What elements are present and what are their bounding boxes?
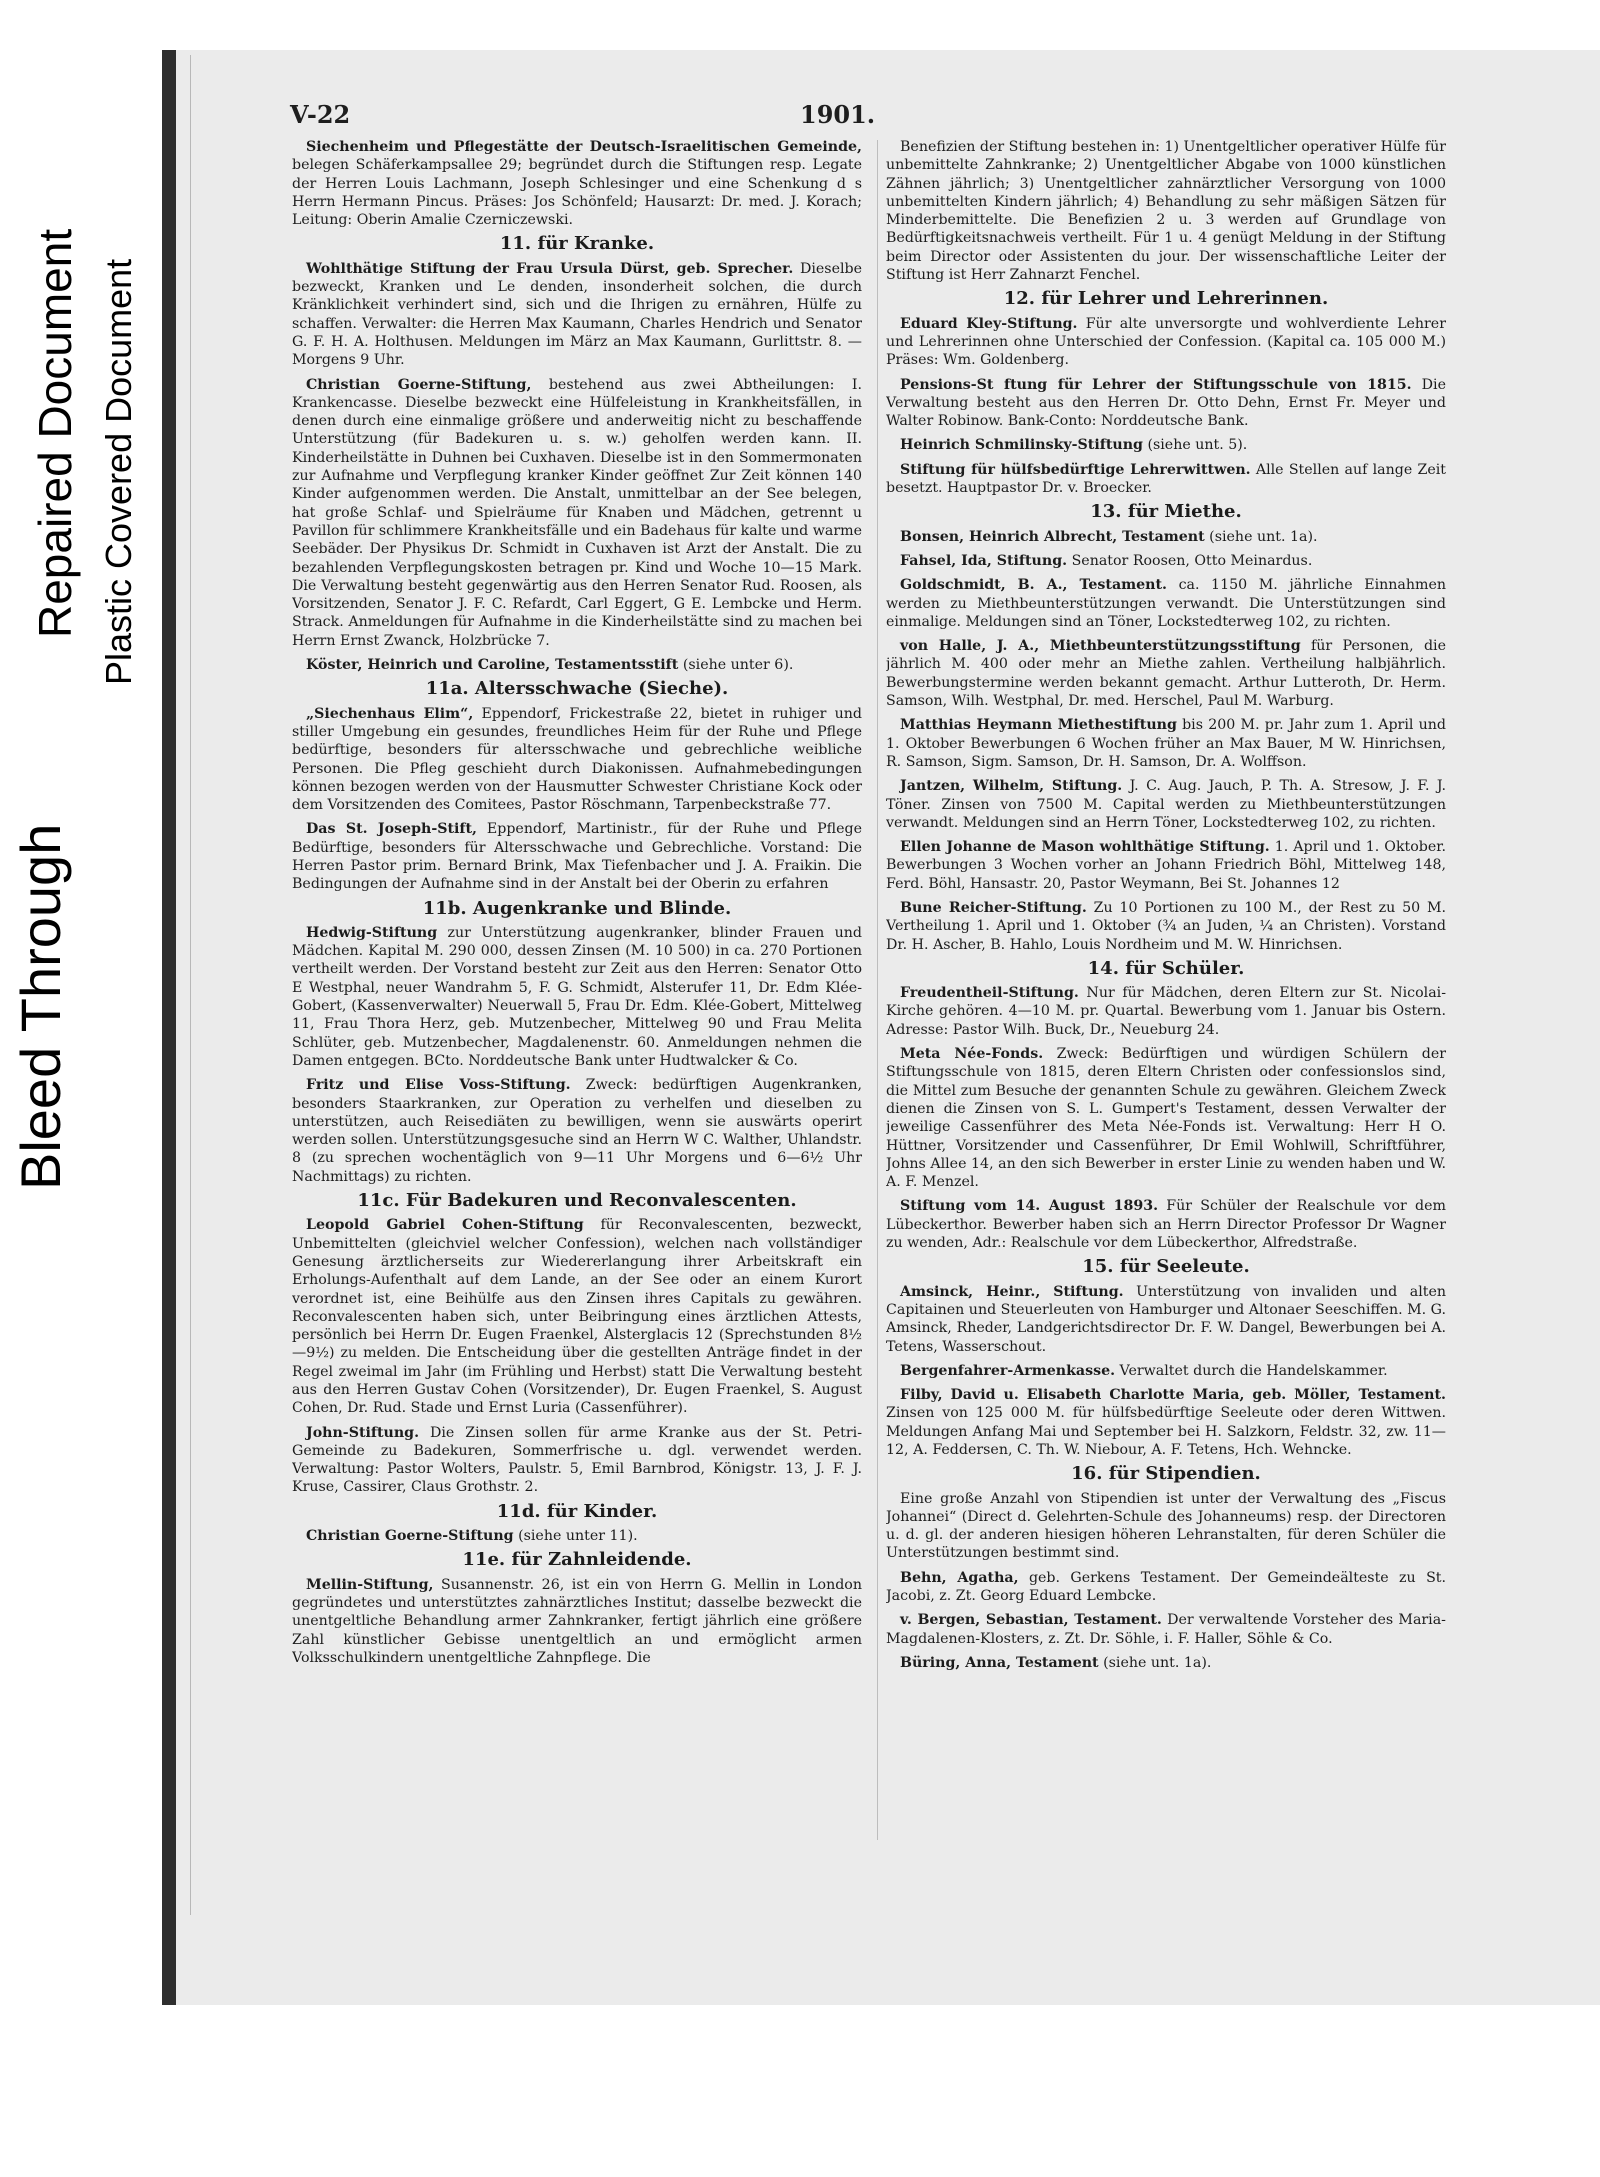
entry-title: Matthias Heymann Miethestiftung (900, 717, 1177, 734)
entry-title: Pensions-St ftung für Lehrer der Stiftungsschule von 1815. (900, 376, 1412, 393)
entry-text: Susannenstr. 26, ist ein von Herrn G. Mellin in London gegründetes und unterstütztes zahnärztliches Institut; dasselbe bezweckt die unentgeltliche Behandlung armer Zahnkranker, fertigt jährlich eine größere Zahl künstlicher Gebisse unentgeltlich an und ermöglicht armen Volksschulkindern unentgeltliche Zahnpflege. Die (292, 1576, 862, 1666)
entry-title: Mellin-Stiftung, (306, 1576, 434, 1593)
entry-paragraph (886, 1654, 1446, 1672)
entry-text: Für Schüler der Realschule vor dem Lübeckerthor. Bewerber haben sich an Herrn Director Professor Dr Wagner zu wenden, Adr.: Realschule vor dem Lübeckerthor, Alfredstraße. (886, 1198, 1446, 1252)
entry-title: Christian Goerne-Stiftung, (306, 376, 532, 393)
entry-paragraph (886, 315, 1446, 370)
entry-paragraph (292, 924, 862, 1070)
entry-paragraph (292, 376, 862, 650)
entry-text: bis 200 M. pr. Jahr zum 1. April und 1. Oktober Bewerbungen 6 Wochen früher an Max Bauer, M W. Hinrichsen, R. Samson, Sigm. Samson, Dr. H. Samson, Dr. A. Wolffson. (886, 717, 1446, 770)
entry-title: Bergenfahrer-Armenkasse. (900, 1362, 1116, 1379)
section-heading: 11b. Augenkranke und Blinde. (422, 897, 732, 919)
entry-title: Heinrich Schmilinsky-Stiftung (900, 437, 1143, 454)
stamp-plastic-covered: Plastic Covered Document (98, 258, 139, 685)
entry-title: Christian Goerne-Stiftung (306, 1528, 514, 1545)
entry-title: Leopold Gabriel Cohen-Stiftung (306, 1217, 584, 1234)
entry-text: Alle Stellen auf lange Zeit besetzt. Hauptpastor Dr. v. Broecker. (886, 461, 1446, 497)
entry-title: Köster, Heinrich und Caroline, Testamentsstift (306, 657, 679, 674)
entry-text: Nur für Mädchen, deren Eltern zur St. Nicolai-Kirche gehören. 4—10 M. pr. Quartal. Bewerbung vom 1. Januar bis Ostern. Adresse: Pastor Wilh. Buck, Dr., Neueburg 24. (886, 985, 1446, 1038)
section-heading: 12. für Lehrer und Lehrerinnen. (1003, 288, 1329, 310)
entry-title: Wohlthätige Stiftung der Frau Ursula Dürst, geb. Sprecher. (306, 260, 794, 277)
entry-title: „Siechenhaus Elim“, (306, 705, 474, 722)
entry-paragraph (292, 656, 862, 674)
entry-paragraph (886, 576, 1446, 631)
entry-paragraph (886, 1490, 1446, 1563)
entry-paragraph (886, 1197, 1446, 1252)
entry-title: Goldschmidt, B. A., Testament. (900, 577, 1167, 594)
entry-paragraph (886, 984, 1446, 1039)
entry-paragraph (886, 1045, 1446, 1191)
section-heading: 11d. für Kinder. (496, 1500, 658, 1522)
entry-title: Bonsen, Heinrich Albrecht, Testament (900, 528, 1205, 545)
entry-text: Zu 10 Portionen zu 100 M., der Rest zu 50 M. Vertheilung 1. April und 1. Oktober (¾ an Juden, ¼ an Christen). Vorstand Dr. H. Ascher, B. Hahlo, Louis Nordheim und M. W. Hinrichsen. (886, 899, 1446, 953)
entry-paragraph (292, 1216, 862, 1417)
entry-paragraph (292, 1424, 862, 1497)
entry-text: ca. 1150 M. jährliche Einnahmen werden zu Miethbeunterstützungen verwandt. Die Unterstützungen sind einmalige. Meldungen sind an Töner, Lockstedterweg 102, zu richten. (886, 577, 1446, 630)
right-column (886, 138, 1446, 1838)
entry-paragraph (292, 138, 862, 229)
entry-text: Für alte unversorgte und wohlverdiente Lehrer und Lehrerinnen ohne Unterschied der Confession. (Kapital ca. 105 000 M.) Präses: Wm. Goldenberg. (886, 315, 1446, 369)
page-year: 1901. (800, 100, 876, 129)
entry-text: Eppendorf, Frickestraße 22, bietet in ruhiger und stiller Umgebung ein gesundes, freundliches Heim für der Ruhe und Pflege bedürftige, besonders für altersschwache und gebrechliche weibliche Personen. Die Pfleg geschieht durch Diakonissen. Aufnahmebedingungen können bezogen werden von der Hausmutter Schwester Christiane Kock oder dem Vorsitzenden des Comitees, Pastor Röschmann, Tarpenbeckstraße 77. (292, 705, 862, 814)
section-heading: 15. für Seeleute. (1082, 1256, 1250, 1278)
entry-text: Dieselbe bezweckt, Kranken und Le denden, insonderheit solchen, die durch Kränklichkeit verhindert sind, sich und die Ihrigen zu ernähren, Hülfe zu schaffen. Verwalter: die Herren Max Kaumann, Charles Hendrich und Senator G. F. H. A. Holthusen. Meldungen im März an Max Kaumann, Gurlittstr. 8. — Morgens 9 Uhr. (292, 260, 862, 369)
entry-paragraph (886, 138, 1446, 284)
entry-paragraph (292, 1527, 862, 1545)
page-header (290, 100, 1410, 136)
entry-paragraph (886, 552, 1446, 570)
entry-text: (siehe unter 6). (678, 657, 794, 674)
entry-title: Hedwig-Stiftung (306, 924, 438, 941)
entry-text: Zweck: Bedürftigen und würdigen Schülern der Stiftungsschule von 1815, deren Eltern Christen oder confessionslos sind, die Mittel zum Besuche der genannten Schule zu gewähren. Gleichem Zweck dienen die Zinsen von S. L. Gumpert's Testament, dessen Verwalter der jeweilige Cassenführer des Meta Née-Fonds ist. Verwaltung: Herr H O. Hüttner, Vorsitzender und Cassenführer, Dr Emil Wohlwill, Schriftführer, Johns Allee 14, an den sich Bewerber in erster Linie zu wenden haben und W. A. F. Menzel. (886, 1046, 1446, 1191)
entry-paragraph (886, 777, 1446, 832)
entry-text: (siehe unt. 5). (1142, 437, 1248, 454)
entry-text: für Personen, die jährlich M. 400 oder mehr an Miethe zahlen. Vertheilung halbjährlich. Bewerbungstermine werden bekannt gemacht. Arthur Lutteroth, Dr. Herm. Samson, Wilh. Westphal, Dr. med. Herschel, Paul M. Warburg. (886, 638, 1446, 710)
entry-text: geb. Gerkens Testament. Der Gemeindeälteste zu St. Jacobi, z. Zt. Georg Eduard Lembcke. (886, 1569, 1446, 1605)
entry-text: bestehend aus zwei Abtheilungen: I. Krankencasse. Dieselbe bezweckt eine Hülfeleistung in Krankheitsfällen, in denen durch eine einmalige größere und anderweitig nicht zu beschaffende Unterstützung (für Badekuren u. s. w.) geholfen werden kann. II. Kinderheilstätte in Duhnen bei Cuxhaven. Dieselbe ist in den Sommermonaten zur Aufnahme und Verpflegung kranker Kinder geöffnet Zur Zeit können 140 Kinder aufgenommen werden. Die Anstalt, unmittelbar an der See belegen, hat große Schlaf- und Spielräume für Knaben und Mädchen, getrennt u Pavillon für schlimmere Krankheitsfälle und ein Badehaus für kalte und warme Seebäder. Der Physikus Dr. Schmidt in Cuxhaven ist Arzt der Anstalt. Die zu bezahlenden Verpflegungskosten betragen pr. Kind und Woche 10—15 Mark. Die Verwaltung besteht gegenwärtig aus den Herren Senator Rud. Roosen, als Vorsitzenden, Senator J. F. C. Refardt, Carl Eggert, G E. Lembcke und Herm. Strack. Anmeldungen für Aufnahme in die Kinderheilstätte sind zu machen bei Herrn Ernst Zwanck, Holzbrücke 7. (292, 376, 862, 649)
entry-text: (siehe unt. 1a). (1098, 1654, 1212, 1671)
entry-paragraph (292, 820, 862, 893)
entry-paragraph (886, 637, 1446, 710)
entry-title: v. Bergen, Sebastian, Testament. (900, 1612, 1162, 1629)
entry-paragraph (886, 376, 1446, 431)
section-heading: 14. für Schüler. (1087, 957, 1245, 979)
entry-text: Zinsen von 125 000 M. für hülfsbedürftige Seeleute oder deren Wittwen. Meldungen Anfang Mai und September bei H. Salzkorn, Feldstr. 32, zw. 11—12, A. Feddersen, C. Th. W. Niebour, A. F. Tetens, Hch. Wehncke. (886, 1405, 1446, 1458)
entry-text: Verwaltet durch die Handelskammer. (1115, 1362, 1388, 1379)
section-heading: 13. für Miethe. (1090, 501, 1242, 523)
page-number: V-22 (290, 100, 351, 129)
entry-text: zur Unterstützung augenkranker, blinder Frauen und Mädchen. Kapital M. 290 000, dessen Zinsen (M. 10 500) in ca. 270 Portionen vertheilt werden. Der Vorstand besteht zur Zeit aus den Herren: Senator Otto E Westphal, neuer Wandrahm 5, F. G. Schmidt, Alsterufer 11, Dr. Edm Klée-Gobert, (Kassenverwalter) Neuerwall 5, Frau Dr. Edm. Klée-Gobert, Mittelweg 11, Frau Thora Herz, geb. Mutzenbecher, Mittelweg 90 und Frau Melita Schlüter, geb. Mutzenbecher, Magdalenenstr. 60. Anmeldungen nehmen die Damen entgegen. BCto. Norddeutsche Bank unter Hudtwalcker & Co. (292, 924, 862, 1069)
entry-paragraph (886, 1283, 1446, 1356)
entry-title: von Halle, J. A., Miethbeunterstützungsstiftung (900, 638, 1301, 655)
entry-title: Behn, Agatha, (900, 1569, 1019, 1586)
left-column (292, 138, 862, 1838)
entry-text: (siehe unt. 1a). (1204, 528, 1318, 545)
section-heading: 11a. Altersschwache (Sieche). (425, 678, 729, 700)
column-divider (877, 140, 878, 1840)
stamp-bleed-through: Bleed Through (9, 823, 72, 1190)
entry-text: Eppendorf, Martinistr., für der Ruhe und Pflege Bedürftige, besonders für Altersschwache und Gebrechliche. Vorstand: Die Herren Pastor prim. Bernard Brink, Max Tiefenbacher und J. A. Fraikin. Die Bedingungen der Aufnahme sind in der Anstalt bei der Oberin zu erfahren (292, 821, 862, 893)
entry-paragraph (886, 528, 1446, 546)
entry-text: Unterstützung von invaliden und alten Capitainen und Steuerleuten von Hamburger und Altonaer Seeschiffen. M. G. Amsinck, Rheder, Landgerichtsdirector Dr. F. W. Dangel, Bewerbungen bei A. Tetens, Wasserschout. (886, 1283, 1446, 1355)
entry-paragraph (886, 838, 1446, 893)
entry-paragraph (886, 1362, 1446, 1380)
entry-title: Filby, David u. Elisabeth Charlotte Maria, geb. Möller, Testament. (900, 1387, 1446, 1404)
entry-title: Bune Reicher-Stiftung. (900, 899, 1087, 916)
entry-text: Die Verwaltung besteht aus den Herren Dr. Otto Dehn, Ernst Fr. Meyer und Walter Robinow. Bank-Conto: Norddeutsche Bank. (886, 376, 1446, 430)
entry-title: Büring, Anna, Testament (900, 1654, 1099, 1671)
entry-title: Amsinck, Heinr., Stiftung. (900, 1283, 1124, 1300)
section-heading: 11. für Kranke. (499, 233, 655, 255)
section-heading: 11e. für Zahnleidende. (462, 1549, 692, 1571)
entry-title: Freudentheil-Stiftung. (900, 985, 1079, 1002)
entry-paragraph (886, 899, 1446, 954)
entry-text: 1. April und 1. Oktober. Bewerbungen 3 Wochen vorher an Johann Friedrich Böhl, Mittelweg 148, Ferd. Böhl, Hansastr. 20, Pastor Weymann, Bei St. Johannes 12 (886, 839, 1446, 892)
entry-paragraph (886, 461, 1446, 498)
entry-paragraph (886, 436, 1446, 454)
entry-title: Ellen Johanne de Mason wohlthätige Stiftung. (900, 839, 1270, 856)
section-heading: 11c. Für Badekuren und Reconvalescenten. (357, 1190, 797, 1212)
entry-title: Stiftung für hülfsbedürftige Lehrerwittwen. (900, 461, 1251, 478)
archive-stamp-strip (0, 150, 160, 1210)
entry-paragraph (292, 1576, 862, 1667)
entry-title: Das St. Joseph-Stift, (306, 821, 477, 838)
entry-text: J. C. Aug. Jauch, P. Th. A. Stresow, J. F. J. Töner. Zinsen von 7500 M. Capital werden zu Miethbeunterstützungen verwandt. Meldungen sind an Herrn Töner, Lockstedterweg 102, zu richten. (886, 778, 1446, 831)
entry-title: Fritz und Elise Voss-Stiftung. (306, 1077, 571, 1094)
entry-text: Eine große Anzahl von Stipendien ist unter der Verwaltung des „Fiscus Johannei“ (Direct d. Gelehrten-Schule des Johanneums) resp. der Directoren u. d. gl. der anderen hiesigen höheren Lehranstalten, für deren Schüler die Unterstützungen bestimmt sind. (886, 1490, 1446, 1562)
entry-paragraph (886, 1611, 1446, 1648)
entry-title: Fahsel, Ida, Stiftung. (900, 552, 1068, 569)
stamp-repaired-document: Repaired Document (29, 228, 81, 638)
entry-text: (siehe unter 11). (513, 1528, 638, 1545)
entry-paragraph (292, 1076, 862, 1186)
entry-text: Der verwaltende Vorsteher des Maria-Magdalenen-Klosters, z. Zt. Dr. Söhle, i. F. Haller, Söhle & Co. (886, 1612, 1446, 1647)
entry-paragraph (292, 260, 862, 370)
entry-title: Siechenheim und Pflegestätte der Deutsch-Israelitischen Gemeinde, (306, 139, 862, 155)
entry-title: Jantzen, Wilhelm, Stiftung. (900, 778, 1123, 795)
entry-paragraph (886, 716, 1446, 771)
entry-text: für Reconvalescenten, bezweckt, Unbemittelten (gleichviel welcher Confession), welchen nach vollständiger Genesung ärztlicherseits zur Wiedererlangung ihrer Arbeitskraft ein Erholungs-Aufenthalt auf dem Lande, an der See oder an einem Kurort verordnet ist, eine Beihülfe aus den Zinsen ihres Capitals zu gewähren. Reconvalescenten haben sich, unter Beibringung eines ärztlichen Attests, persönlich bei Herrn Dr. Eugen Fraenkel, Alsterglacis 12 (Sprechstunden 8½—9½) zu melden. Die Entscheidung über die gestellten Anträge findet in der Regel zweimal im Jahr (im Frühling und Herbst) statt Die Verwaltung besteht aus den Herren Gustav Cohen (Vorsitzender), Dr. Eugen Fraenkel, S. August Cohen, Dr. Rud. Stade und Ernst Luria (Cassenführer). (292, 1217, 862, 1417)
entry-title: Stiftung vom 14. August 1893. (900, 1198, 1159, 1215)
entry-text: Zweck: bedürftigen Augenkranken, besonders Staarkranken, zur Operation zu verhelfen und dieselben zu unterstützen, auch Reisediäten zu bewilligen, wenn sie auswärts operirt werden sollen. Unterstützungsgesuche sind an Herrn W C. Walther, Uhlandstr. 8 (zu sprechen wochentäglich von 9—11 Uhr Morgens und 6—6½ Uhr Nachmittags) zu richten. (292, 1077, 862, 1185)
binding-edge (190, 55, 191, 1915)
entry-text: Senator Roosen, Otto Meinardus. (1067, 552, 1313, 569)
section-heading: 16. für Stipendien. (1071, 1463, 1261, 1485)
entry-text: belegen Schäferkampsallee 29; begründet durch die Stiftungen resp. Legate der Herren Louis Lachmann, Joseph Schlesinger und eine Schenkung d s Herrn Hermann Pincus. Präses: Jos Schönfeld; Hausarzt: Dr. med. J. Korach; Leitung: Oberin Amalie Czerniczewski. (292, 157, 862, 229)
entry-title: Meta Née-Fonds. (900, 1046, 1044, 1063)
entry-text: Die Zinsen sollen für arme Kranke aus der St. Petri-Gemeinde zu Badekuren, Sommerfrische u. dgl. verwendet werden. Verwaltung: Pastor Wolters, Paulstr. 5, Emil Barnbrod, Königstr. 13, J. F. J. Kruse, Cassirer, Claus Grothstr. 2. (292, 1424, 862, 1496)
entry-text: Benefizien der Stiftung bestehen in: 1) Unentgeltlicher operativer Hülfe für unbemittelte Zahnkranke; 2) Unentgeltlicher Abgabe von 1000 künstlichen Zähnen jährlich; 3) Unentgeltlicher zahnärztlicher Versorgung von 1000 unbemittelten Kindern jährlich; 4) Behandlung zu sehr mäßigen Sätzen für Minderbemittelte. Die Benefizien 2 u. 3 werden auf Grundlage von Bedürftigkeitsnachweis vertheilt. Für 1 u. 4 genügt Meldung in der Stiftung beim Director oder Assistenten du jour. Der wissenschaftliche Leiter der Stiftung ist Herr Zahnarzt Fenchel. (886, 139, 1446, 284)
entry-title: Eduard Kley-Stiftung. (900, 315, 1078, 332)
entry-title: John-Stiftung. (306, 1424, 420, 1441)
entry-paragraph (292, 705, 862, 815)
entry-paragraph (886, 1569, 1446, 1606)
entry-paragraph (886, 1386, 1446, 1459)
